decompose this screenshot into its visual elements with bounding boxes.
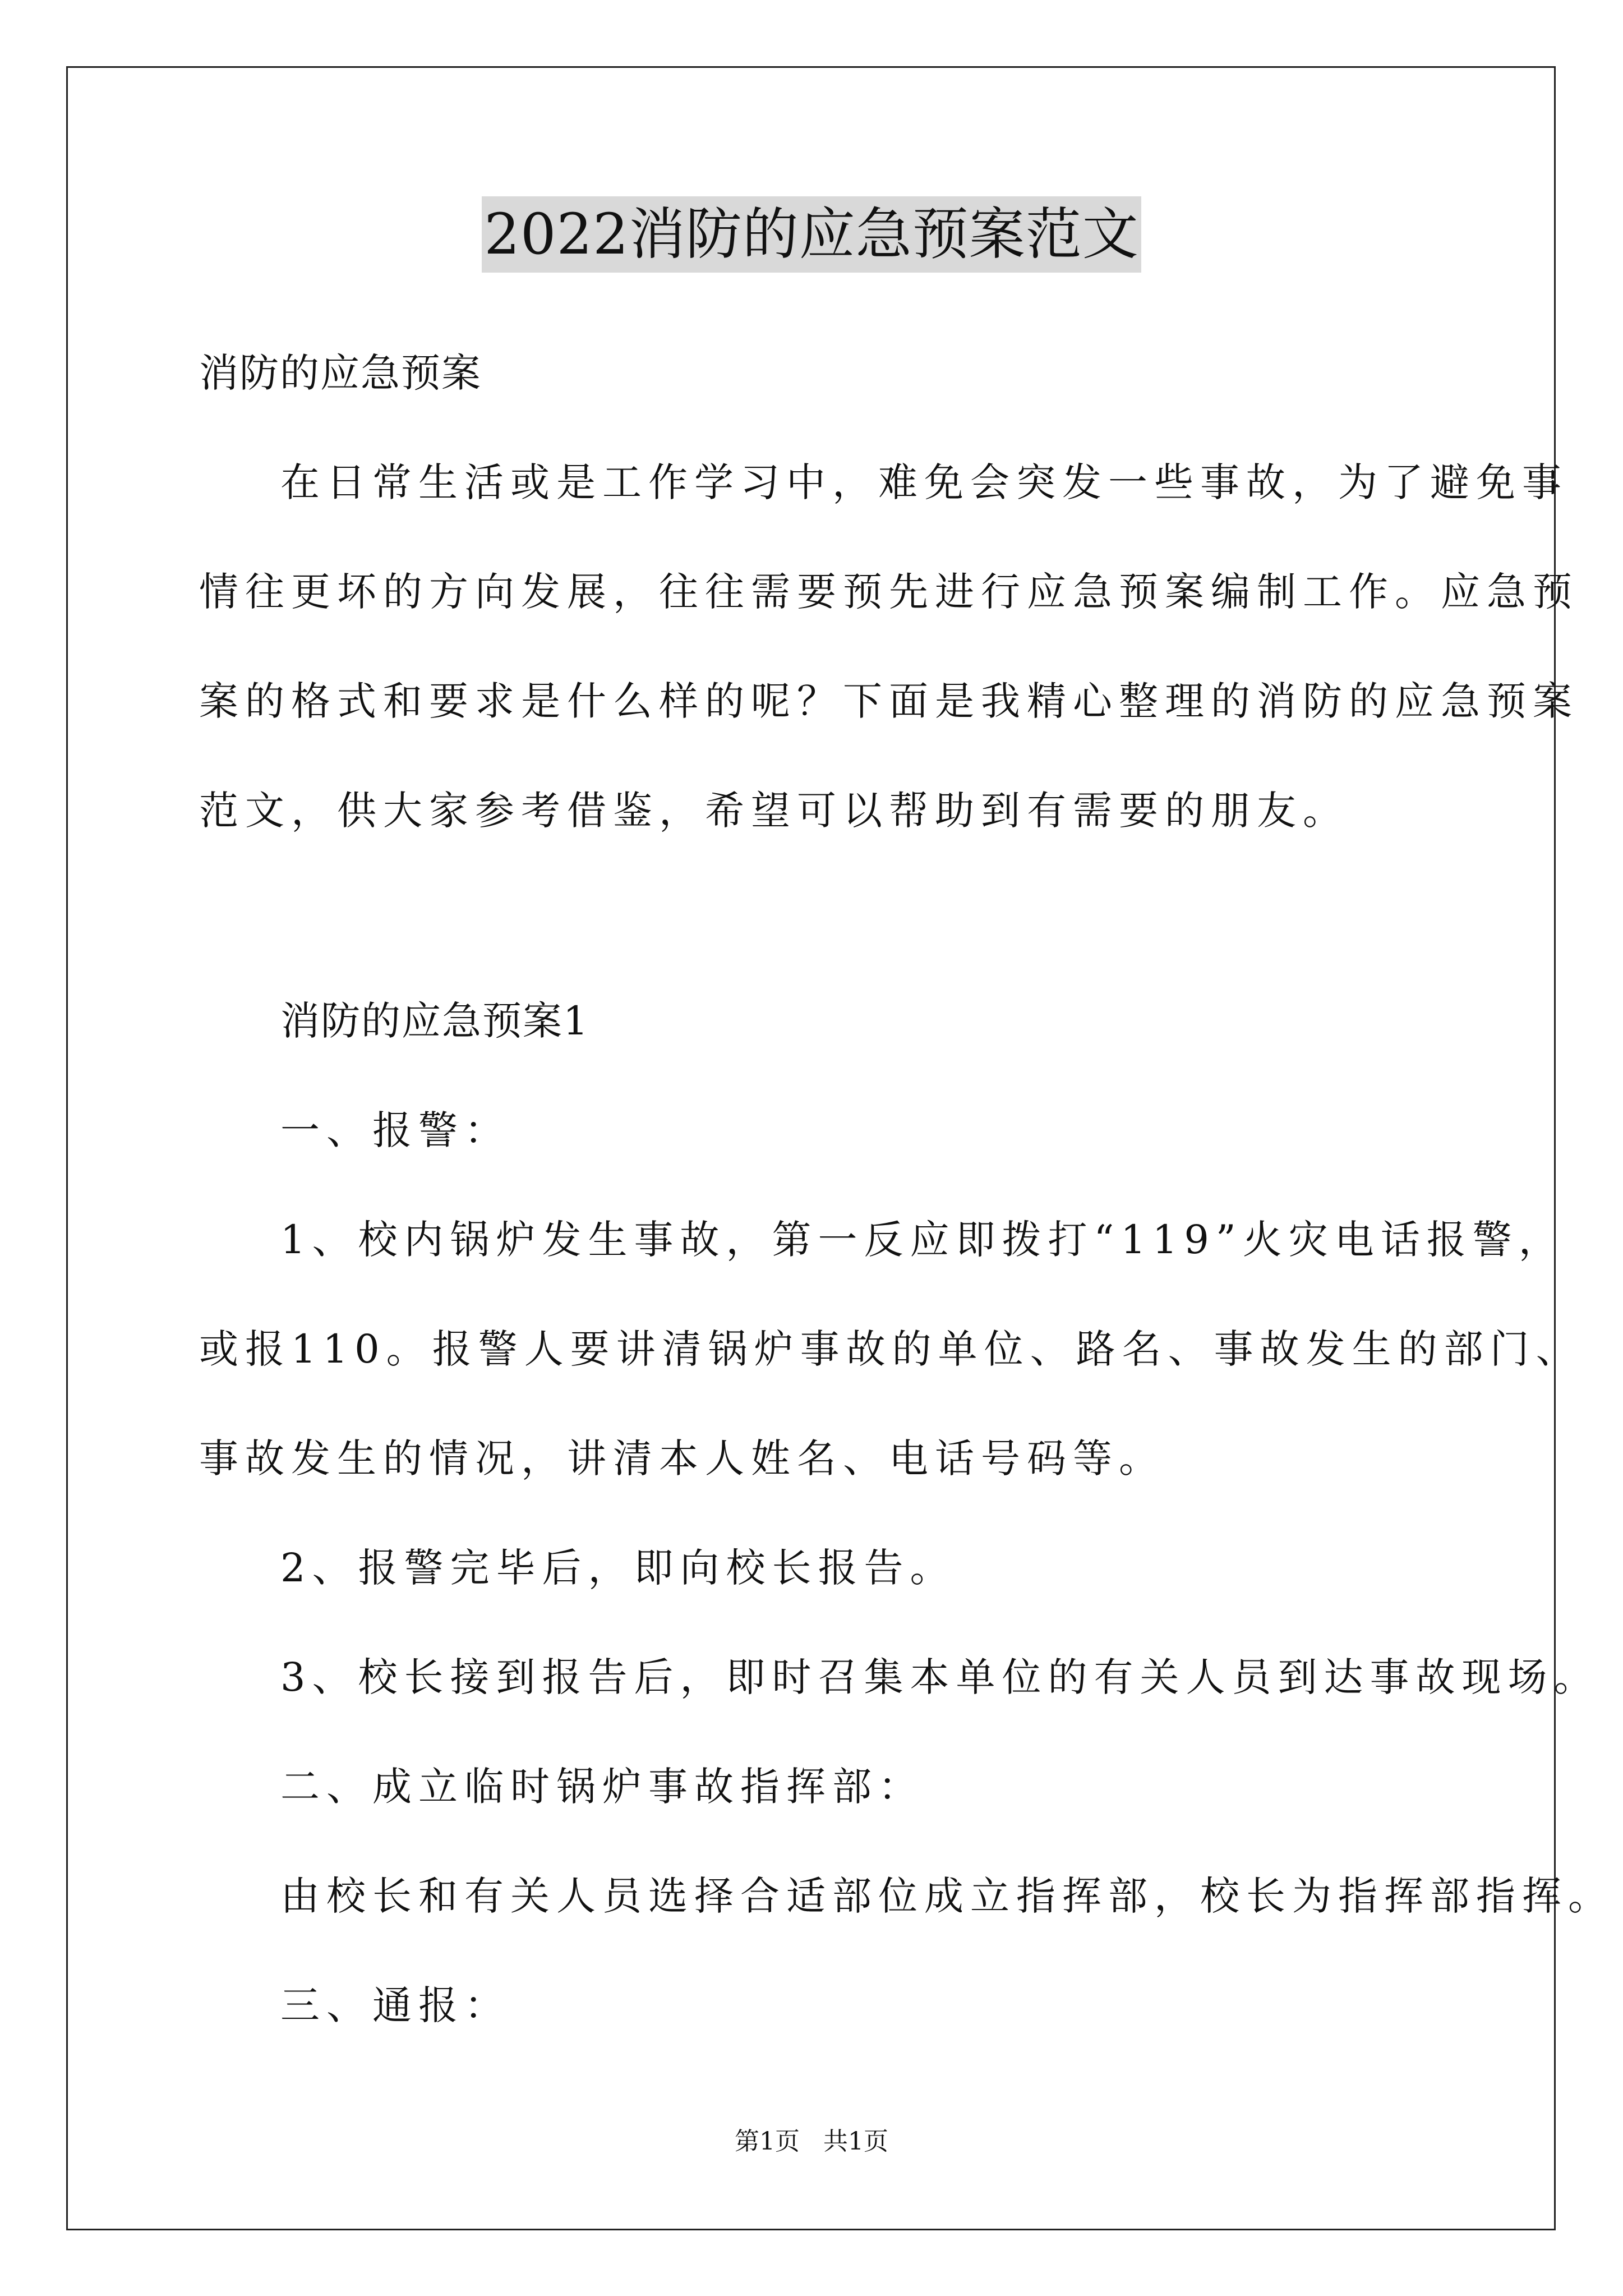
title-wrap xyxy=(0,196,1623,273)
intro-line: 情往更坏的方向发展，往往需要预先进行应急预案编制工作。应急预 xyxy=(199,569,1579,615)
section-line: 二、成立临时锅炉事故指挥部： xyxy=(280,1764,924,1810)
section-line: 三、通报： xyxy=(280,1982,510,2028)
section-heading: 消防的应急预案1 xyxy=(280,998,589,1044)
intro-line: 案的格式和要求是什么样的呢？下面是我精心整理的消防的应急预案 xyxy=(199,678,1579,724)
section-line: 一、报警： xyxy=(280,1107,510,1153)
section-line: 1、校内锅炉发生事故，第一反应即拨打“119”火灾电话报警， xyxy=(280,1217,1565,1263)
section-line: 或报110。报警人要讲清锅炉事故的单位、路名、事故发生的部门、 xyxy=(199,1326,1582,1372)
section-line: 事故发生的情况，讲清本人姓名、电话号码等。 xyxy=(199,1435,1165,1481)
section-line: 由校长和有关人员选择合适部位成立指挥部，校长为指挥部指挥。 xyxy=(280,1873,1614,1919)
section-line: 2、报警完毕后，即向校长报告。 xyxy=(280,1545,956,1591)
intro-line: 在日常生活或是工作学习中，难免会突发一些事故，为了避免事 xyxy=(280,459,1568,505)
section-line: 3、校长接到报告后，即时召集本单位的有关人员到达事故现场。 xyxy=(280,1654,1600,1700)
page-footer: 第1页 共1页 xyxy=(735,2127,888,2156)
document-subtitle: 消防的应急预案 xyxy=(199,350,482,396)
document-title: 2022消防的应急预案范文 xyxy=(482,196,1141,273)
intro-line: 范文，供大家参考借鉴，希望可以帮助到有需要的朋友。 xyxy=(199,788,1349,834)
